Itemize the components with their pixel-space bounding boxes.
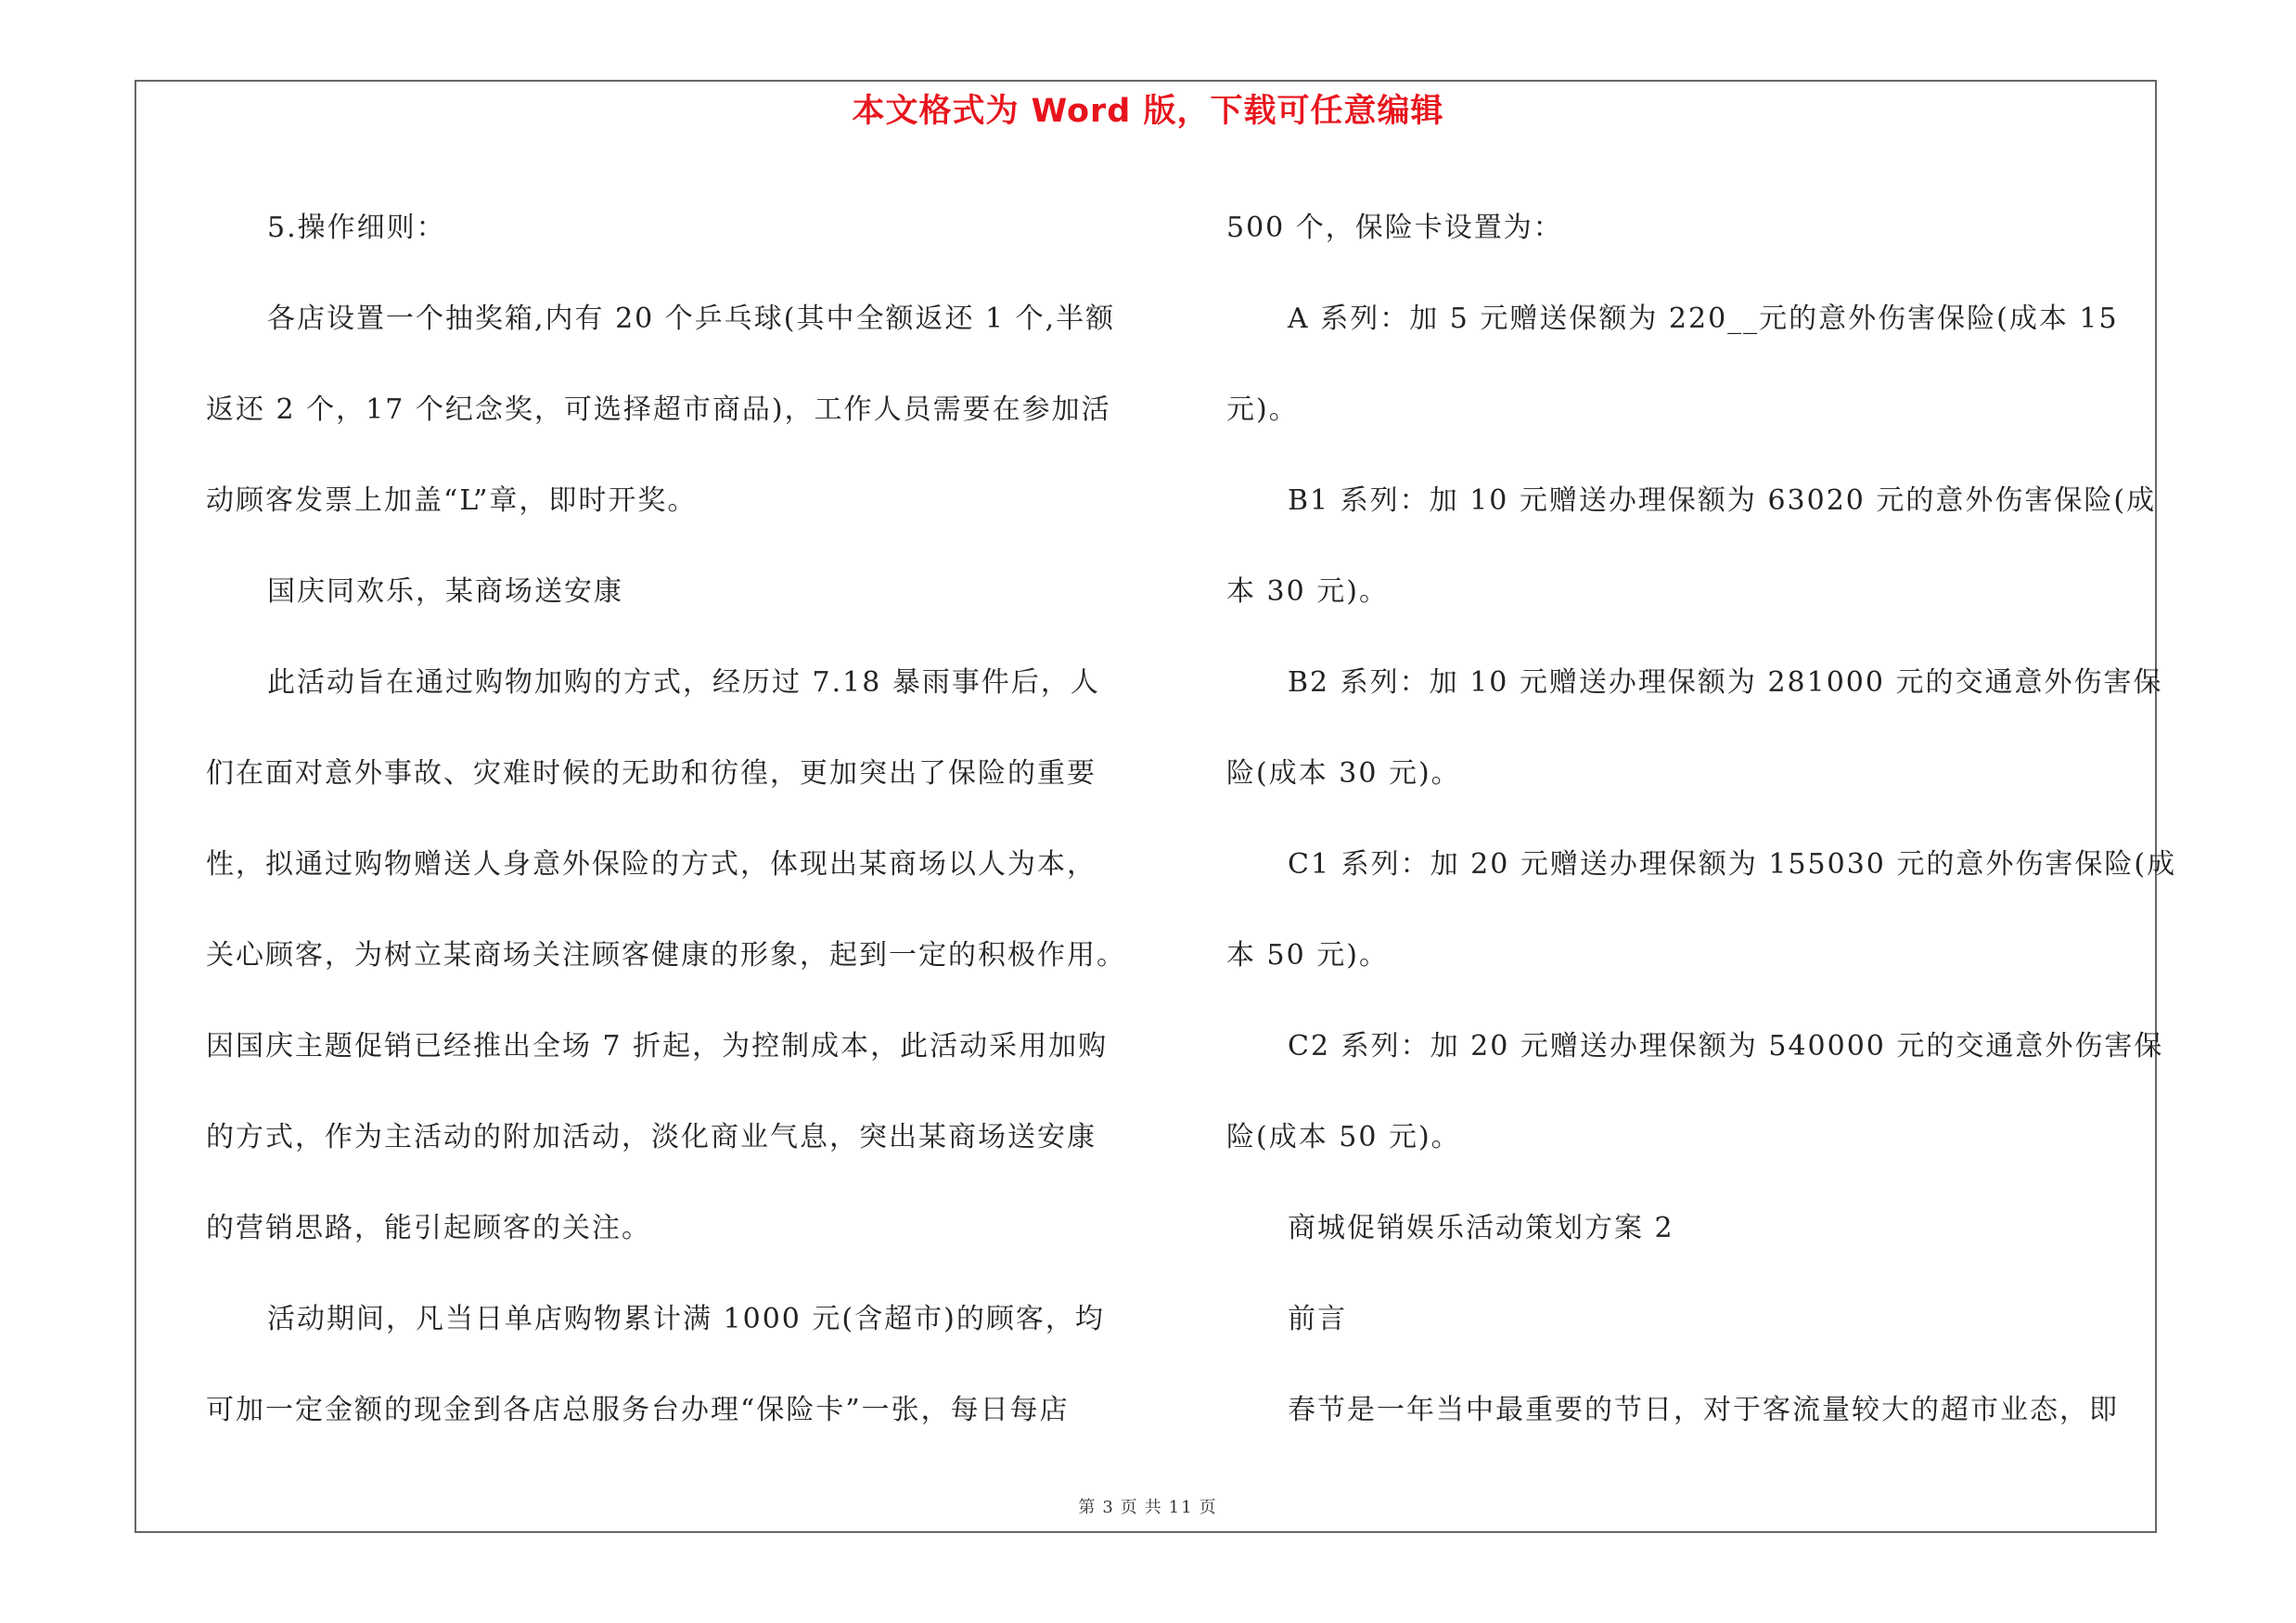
text-line: B1 系列：加 10 元赠送办理保额为 63020 元的意外伤害保险(成 [1288, 484, 2157, 517]
format-banner: 本文格式为 Word 版，下载可任意编辑 [852, 93, 1444, 130]
text-line: B2 系列：加 10 元赠送办理保额为 281000 元的交通意外伤害保 [1288, 666, 2163, 699]
right-text-column [1226, 183, 2177, 1456]
text-line: 国庆同欢乐，某商场送安康 [267, 575, 623, 608]
text-line: 前言 [1288, 1303, 1347, 1335]
page-footer [0, 1494, 2296, 1518]
text-line: 险(成本 50 元)。 [1226, 1121, 1461, 1153]
text-line: 元)。 [1226, 393, 1299, 426]
text-line: 活动期间，凡当日单店购物累计满 1000 元(含超市)的顾客，均 [267, 1303, 1105, 1335]
text-line: A 系列：加 5 元赠送保额为 220__元的意外伤害保险(成本 15 [1288, 303, 2119, 335]
text-line: 的营销思路，能引起顾客的关注。 [206, 1212, 651, 1244]
text-line: 商城促销娱乐活动策划方案 2 [1288, 1212, 1674, 1244]
footer-total-label: 共 [1144, 1498, 1163, 1517]
text-line: 返还 2 个，17 个纪念奖，可选择超市商品)，工作人员需要在参加活 [206, 393, 1111, 426]
text-line: 500 个，保险卡设置为： [1226, 212, 1563, 244]
text-line: 本 30 元)。 [1226, 575, 1389, 608]
footer-current-page: 3 [1102, 1498, 1115, 1517]
footer-page-label: 页 [1120, 1498, 1139, 1517]
text-line: 本 50 元)。 [1226, 939, 1389, 972]
text-line: 关心顾客，为树立某商场关注顾客健康的形象，起到一定的积极作用。 [206, 939, 1126, 972]
text-line: 性，拟通过购物赠送人身意外保险的方式，体现出某商场以人为本， [206, 848, 1097, 881]
text-line: C2 系列：加 20 元赠送办理保额为 540000 元的交通意外伤害保 [1288, 1030, 2164, 1063]
text-line: 各店设置一个抽奖箱,内有 20 个乒乓球(其中全额返还 1 个,半额 [267, 303, 1116, 335]
text-line: 的方式，作为主活动的附加活动，淡化商业气息，突出某商场送安康 [206, 1121, 1097, 1153]
text-line: 可加一定金额的现金到各店总服务台办理“保险卡”一张，每日每店 [206, 1394, 1070, 1426]
left-text-column [206, 183, 1134, 1456]
text-line: 因国庆主题促销已经推出全场 7 折起，为控制成本，此活动采用加购 [206, 1030, 1109, 1063]
footer-total-pages: 11 [1168, 1498, 1194, 1517]
text-line: 5.操作细则： [267, 212, 446, 244]
footer-suffix: 页 [1199, 1498, 1218, 1517]
text-line: C1 系列：加 20 元赠送办理保额为 155030 元的意外伤害保险(成 [1288, 848, 2177, 881]
text-line: 动顾客发票上加盖“L”章，即时开奖。 [206, 484, 698, 517]
text-line: 们在面对意外事故、灾难时候的无助和彷徨，更加突出了保险的重要 [206, 757, 1097, 790]
footer-prefix: 第 [1078, 1498, 1097, 1517]
text-line: 险(成本 30 元)。 [1226, 757, 1461, 790]
text-line: 此活动旨在通过购物加购的方式，经历过 7.18 暴雨事件后，人 [267, 666, 1100, 699]
text-line: 春节是一年当中最重要的节日，对于客流量较大的超市业态，即 [1288, 1394, 2119, 1426]
